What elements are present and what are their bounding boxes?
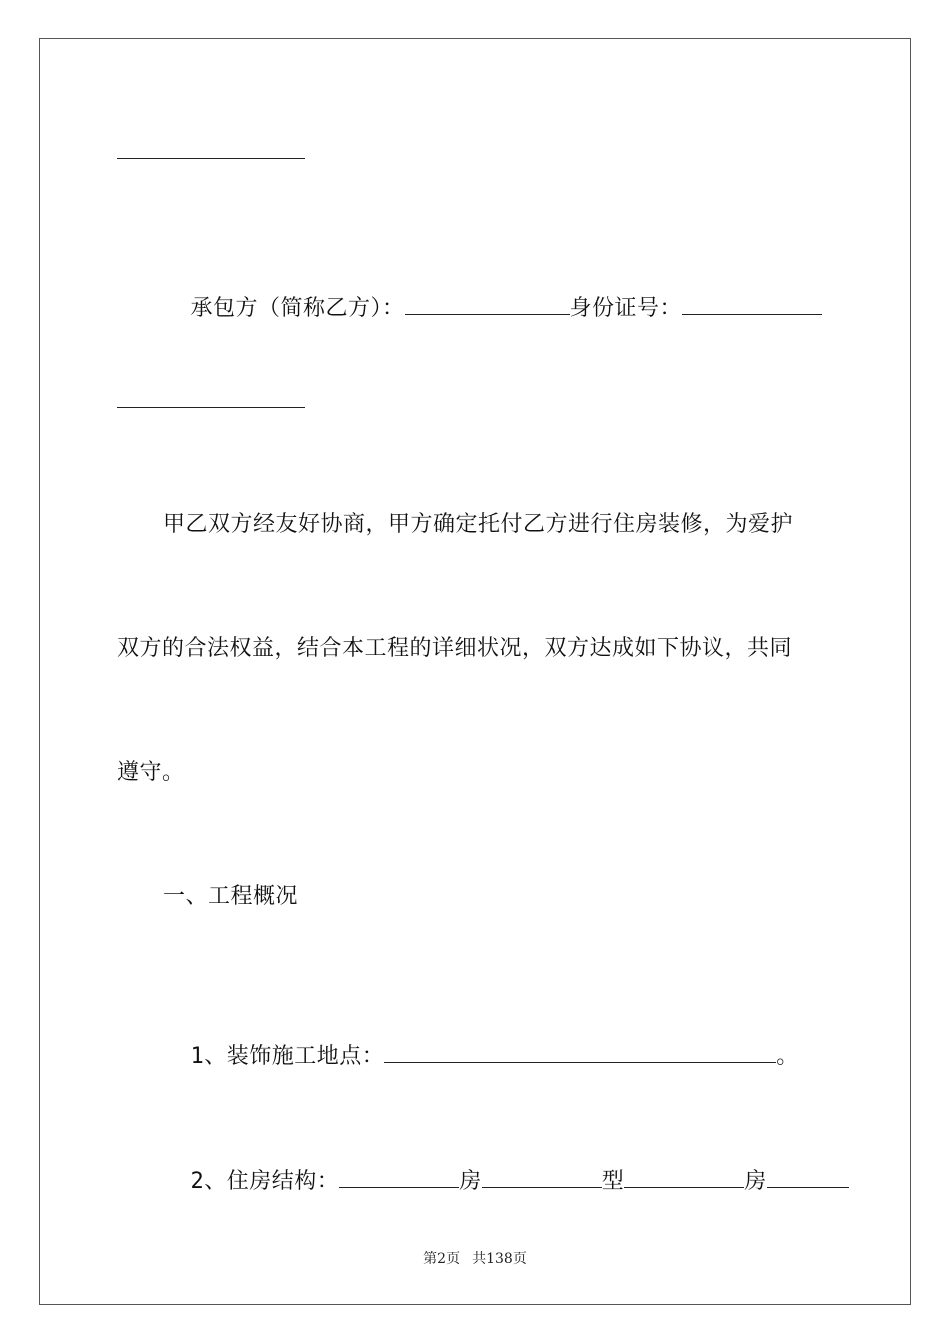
party-b-blank — [405, 290, 570, 315]
item-2-blank-4 — [767, 1163, 849, 1188]
item-1-label: 1、装饰施工地点： — [190, 1044, 385, 1069]
party-b-label: 承包方（简称乙方）： — [190, 296, 405, 321]
page-frame — [39, 38, 911, 1305]
item-2-type: 型 — [601, 1169, 625, 1194]
item-2-line — [163, 1133, 849, 1197]
item-2-label: 2、住房结构： — [190, 1169, 340, 1194]
party-b-line — [163, 260, 822, 324]
item-2-room-2: 房 — [744, 1169, 767, 1194]
item-1-line — [163, 1008, 799, 1072]
item-2-blank-1 — [339, 1163, 459, 1188]
item-2-room-1: 房 — [459, 1169, 482, 1194]
id-label: 身份证号： — [569, 296, 683, 321]
intro-line-2: 双方的合法权益，结合本工程的详细状况，双方达成如下协议，共同 — [117, 636, 793, 661]
blank-line-top — [117, 158, 305, 159]
intro-line-3: 遵守。 — [117, 760, 185, 785]
item-2-blank-3 — [624, 1163, 744, 1188]
id-blank — [682, 290, 822, 315]
item-2-blank-2 — [482, 1163, 602, 1188]
item-1-end: 。 — [776, 1044, 799, 1069]
intro-line-1: 甲乙双方经友好协商，甲方确定托付乙方进行住房装修，为爱护 — [163, 512, 794, 537]
item-1-blank — [384, 1038, 776, 1063]
page-footer — [0, 1248, 950, 1268]
total-pages: 共138页 — [472, 1251, 527, 1267]
page-number: 第2页 — [423, 1251, 461, 1267]
blank-line-id-continued — [117, 407, 305, 408]
section-1-title: 一、工程概况 — [163, 884, 299, 909]
